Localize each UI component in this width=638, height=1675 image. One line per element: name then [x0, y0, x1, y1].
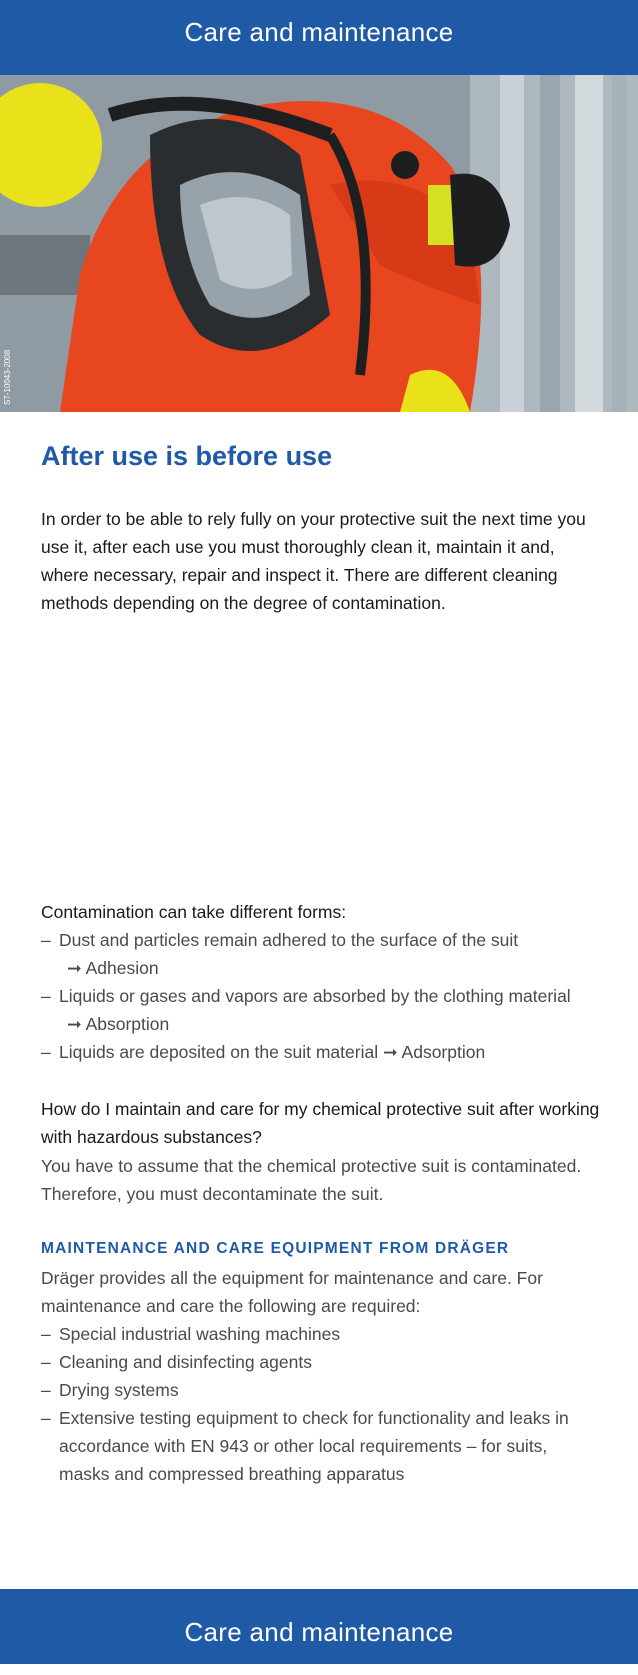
hero-photo	[0, 75, 638, 412]
contamination-list	[41, 926, 611, 1066]
list-item: – Dust and particles remain adhered to the surface of the suit ➞ Adhesion	[41, 930, 519, 978]
qa-question: How do I maintain and care for my chemical protective suit after working with hazardous substances?	[41, 1099, 600, 1147]
top-banner	[0, 0, 638, 75]
list-item: – Special industrial washing machines	[41, 1324, 341, 1344]
list-item: – Drying systems	[41, 1380, 179, 1400]
bottom-banner	[0, 1589, 638, 1664]
list-item: – Extensive testing equipment to check for functionality and leaks in accordance with EN 943 or other local requirements – for suits, masks and compressed breathing apparatus	[41, 1408, 569, 1484]
photo-credit: ST-10043-2008	[3, 349, 12, 405]
contamination-intro: Contamination can take different forms:	[41, 902, 347, 922]
bottom-banner-title: Care and maintenance	[184, 1617, 454, 1647]
list-item: – Liquids are deposited on the suit material ➞ Adsorption	[41, 1042, 486, 1062]
top-banner-title: Care and maintenance	[184, 17, 454, 47]
list-item: – Liquids or gases and vapors are absorbed by the clothing material ➞ Absorption	[41, 986, 571, 1034]
page-heading: After use is before use	[41, 441, 333, 471]
suit-worker-illustration	[0, 75, 638, 412]
arrow-icon: ➞	[67, 1014, 82, 1034]
list-item: – Cleaning and disinfecting agents	[41, 1352, 312, 1372]
intro-paragraph: In order to be able to rely fully on your protective suit the next time you use it, after each use you must thoroughly clean it, maintain it and, where necessary, repair and inspect it. There are different cleaning methods depending on the degree of contamination.	[41, 509, 586, 613]
equipment-intro: Dräger provides all the equipment for maintenance and care. For maintenance and care the following are required:	[41, 1268, 543, 1316]
arrow-icon: ➞	[382, 1042, 398, 1062]
equipment-list	[41, 1320, 601, 1488]
qa-answer: You have to assume that the chemical protective suit is contaminated. Therefore, you must decontaminate the suit.	[41, 1156, 582, 1204]
equipment-heading: MAINTENANCE AND CARE EQUIPMENT FROM DRÄGER	[41, 1240, 510, 1257]
arrow-icon: ➞	[67, 958, 82, 978]
